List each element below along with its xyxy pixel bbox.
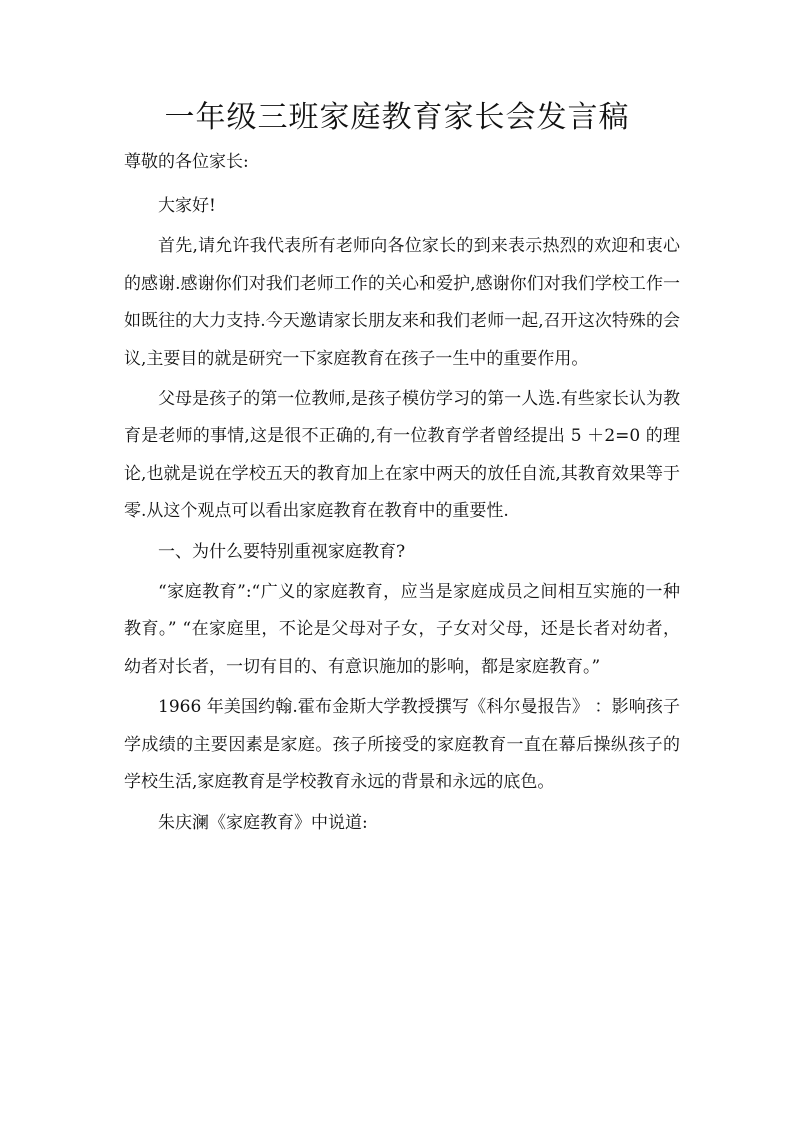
paragraph-salutation: 大家好! (158, 196, 216, 216)
paragraph-welcome: 首先,请允许我代表所有老师向各位家长的到来表示热烈的欢迎和衷心的感谢.感谢你们对我们老师工作的关心和爱护,感谢你们对我们学校工作一如既往的大力支持.今天邀请家长朋友来和我们老师一起,召开这次特殊的会议,主要目的就是研究一下家庭教育在孩子一生中的重要作用。 (124, 236, 680, 369)
document-body (124, 188, 680, 845)
paragraph-family-education-definition: “家庭教育”:“广义的家庭教育，应当是家庭成员之间相互实施的一种教育。” “在家庭里，不论是父母对子女，子女对父母，还是长者对幼者，幼者对长者，一切有目的、有意识施加的影响，都是家庭教育。” (124, 582, 680, 677)
paragraph-coleman-report: 1966 年美国约翰.霍布金斯大学教授撰写《科尔曼报告》 ：影响孩子学成绩的主要因素是家庭。孩子所接受的家庭教育一直在幕后操纵孩子的学校生活,家庭教育是学校教育永远的背景和永远的底色。 (124, 697, 680, 793)
section-heading-1: 一、为什么要特别重视家庭教育? (158, 541, 406, 562)
greeting-line: 尊敬的各位家长: (124, 152, 249, 172)
paragraph-parents-role: 父母是孩子的第一位教师,是孩子模仿学习的第一人选.有些家长认为教育是老师的事情,这是很不正确的,有一位教育学者曾经提出 5 ＋2=0 的理论,也就是说在学校五天的教育加上在家中两天的放任自流,其教育效果等于零.从这个观点可以看出家庭教育在教育中的重要性. (124, 389, 680, 522)
paragraph-zhu-qinglan: 朱庆澜《家庭教育》中说道: (158, 812, 368, 833)
document-title: 一年级三班家庭教育家长会发言稿 (164, 100, 630, 135)
